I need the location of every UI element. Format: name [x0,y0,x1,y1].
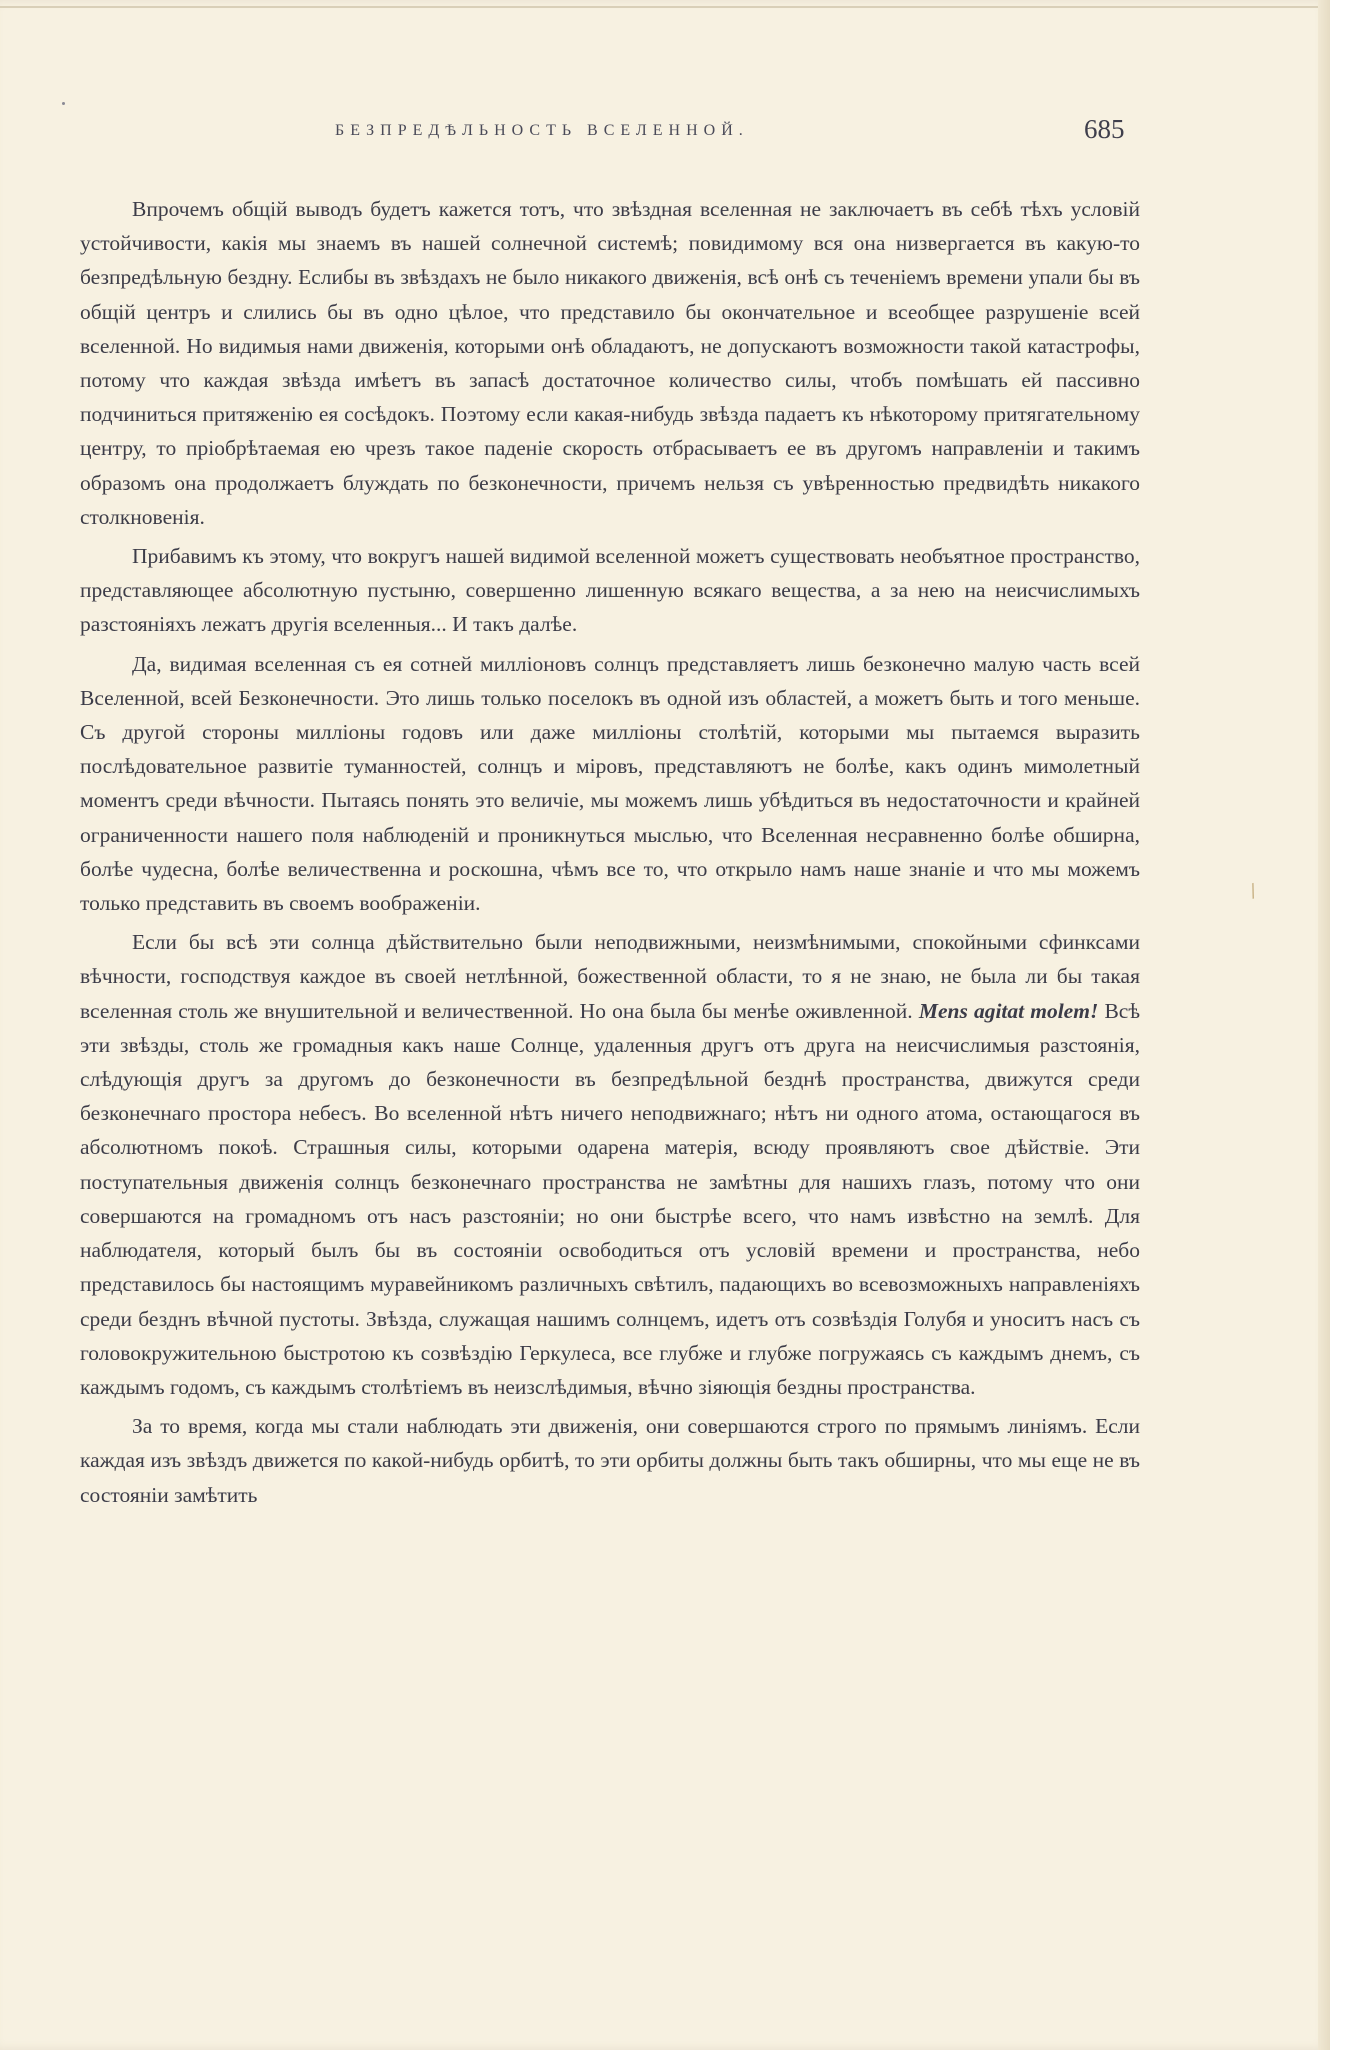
paragraph: Прибавимъ къ этому, что вокругъ нашей видимой вселенной можетъ существовать необъятное пространство, представляющее абсолютную пустыню, совершенно лишенную всякаго вещества, а за нею на неисчислимыхъ разстояніяхъ лежатъ другія вселенныя... И такъ далѣе. [80,544,1140,637]
paragraph: Да, видимая вселенная съ ея сотней милліоновъ солнцъ представляетъ лишь безконечно малую часть всей Вселенной, всей Безконечности. Это лишь только поселокъ въ одной изъ областей, а можетъ быть и того меньше. Съ другой стороны милліоны годовъ или даже милліоны столѣтій, которыми мы пытаемся выразить послѣдовательное развитіе туманностей, солнцъ и міровъ, представляютъ не болѣе, какъ одинъ мимолетный моментъ среди вѣчности. Пытаясь понять это величіе, мы можемъ лишь убѣдиться въ недостаточности и крайней ограниченности нашего поля наблюденій и проникнуться мыслью, что Вселенная несравненно болѣе обширна, болѣе чудесна, болѣе величественна и роскошна, чѣмъ все то, что открыло намъ наше знаніе и что мы можемъ только представить въ своемъ воображеніи. [80,651,1140,916]
paragraph-text: Всѣ эти звѣзды, столь же громадныя какъ наше Солнце, удаленныя другъ отъ друга на неисчислимыя разстоянія, слѣдующія другъ за другомъ до безконечности въ безпредѣльной безднѣ пространства, движутся среди безконечнаго простора небесъ. Во вселенной нѣтъ ничего неподвижнаго; нѣтъ ни одного атома, остающагося въ абсолютномъ покоѣ. Страшныя силы, которыми одарена матерія, всюду проявляютъ свое дѣйствіе. Эти поступательныя движенія солнцъ безконечнаго пространства не замѣтны для нашихъ глазъ, потому что они совершаются на громадномъ отъ насъ разстояніи; но они быстрѣе всего, что намъ извѣстно на землѣ. Для наблюдателя, который былъ бы въ состояніи освободиться отъ условій времени и пространства, небо представилось бы настоящимъ муравейникомъ различныхъ свѣтилъ, падающихъ во всевозможныхъ направленіяхъ среди безднъ вѣчной пустоты. Звѣзда, служащая нашимъ солнцемъ, идетъ отъ созвѣздія Голубя и уноситъ насъ съ головокружительною быстротою къ созвѣздію Геркулеса, все глубже и глубже погружаясь съ каждымъ днемъ, съ каждымъ годомъ, съ каждымъ столѣтіемъ въ неизслѣдимыя, вѣчно зіяющія бездны пространства. [80,998,1141,1399]
margin-pencil-mark: / [1245,877,1261,904]
paragraph: За то время, когда мы стали наблюдать эти движенія, они совершаются строго по прямымъ линіямъ. Если каждая изъ звѣздъ движется по какой-нибудь орбитѣ, то эти орбиты должны быть такъ обширны, что мы еще не въ состояніи замѣтить [80,1414,1140,1507]
running-head: БЕЗПРЕДѢЛЬНОСТЬ ВСЕЛЕННОЙ. [335,122,749,139]
page-top-edge [0,6,1330,8]
latin-motto: Mens agitat molem! [918,998,1099,1023]
paragraph-text: Если бы всѣ эти солнца дѣйствительно были неподвижными, неизмѣнимыми, спокойными сфинксами вѣчности, господствуя каждое въ своей нетлѣнной, божественной области, то я не знаю, не была ли бы такая вселенная столь же внушительной и величественной. Но она была бы менѣе оживленной. [80,930,1140,1023]
body-text [80,192,1140,1512]
paper-speck [62,102,65,105]
page-right-edge [1318,0,1330,2050]
paragraph [80,925,1140,1404]
paragraph: Впрочемъ общій выводъ будетъ кажется тотъ, что звѣздная вселенная не заключаетъ въ себѣ тѣхъ условій устойчивости, какія мы знаемъ въ нашей солнечной системѣ; повидимому вся она низвергается въ какую-то безпредѣльную бездну. Еслибы въ звѣздахъ не было никакого движенія, всѣ онѣ съ теченіемъ времени упали бы въ общій центръ и слились бы въ одно цѣлое, что представило бы окончательное и всеобщее разрушеніе всей вселенной. Но видимыя нами движенія, которыми онѣ обладаютъ, не допускаютъ возможности такой катастрофы, потому что каждая звѣзда имѣетъ въ запасѣ достаточное количество силы, чтобъ помѣшать ей пассивно подчиниться притяженію ея сосѣдокъ. Поэтому если какая-нибудь звѣзда падаетъ къ нѣкоторому притягательному центру, то пріобрѣтаемая ею чрезъ такое паденіе скорость отбрасываетъ ее въ другомъ направленіи и такимъ образомъ она продолжаетъ блуждать по безконечности, причемъ нельзя съ увѣренностью предвидѣть никакого столкновенія. [80,197,1140,529]
page-number: 685 [1084,114,1125,144]
